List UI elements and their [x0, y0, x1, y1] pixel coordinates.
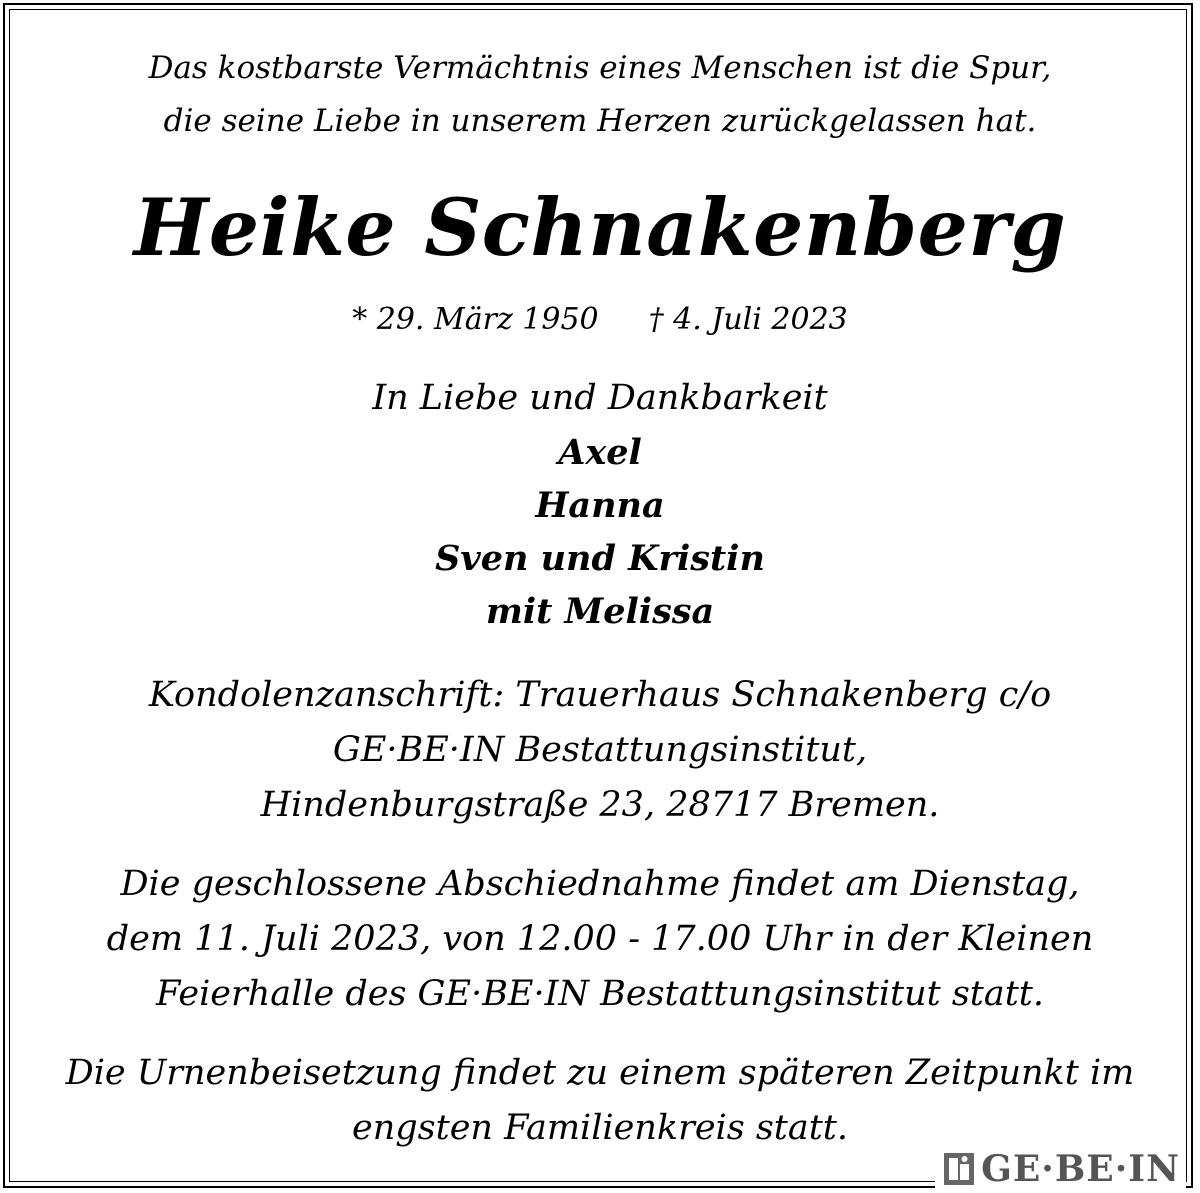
gebein-logo: [935, 1149, 1186, 1189]
mourner-name: Hanna: [535, 485, 665, 526]
condolence-address: [20, 668, 1180, 833]
burial-line-2: engsten Familienkreis statt.: [352, 1108, 848, 1148]
mourners-list: [20, 426, 1180, 638]
life-dates: [20, 298, 1180, 342]
condolence-line-1: Kondolenzanschrift: Trauerhaus Schnakenberg c/o: [148, 675, 1052, 715]
memorial-quote: [20, 42, 1180, 148]
mourner-name: Axel: [558, 432, 642, 473]
farewell-line-2: dem 11. Juli 2023, von 12.00 - 17.00 Uhr in der Kleinen: [106, 919, 1094, 959]
farewell-line-3: Feierhalle des GE·BE·IN Bestattungsinstitut statt.: [156, 974, 1044, 1014]
birth-date: * 29. März 1950: [352, 302, 599, 337]
burial-line-1: Die Urnenbeisetzung findet zu einem späteren Zeitpunkt im: [65, 1053, 1135, 1093]
farewell-line-1: Die geschlossene Abschiednahme findet am Dienstag,: [120, 864, 1080, 904]
gebein-logo-icon: [943, 1152, 975, 1186]
deceased-name: Heike Schnakenberg: [133, 181, 1067, 274]
mourner-name: mit Melissa: [485, 591, 715, 632]
quote-line-2: die seine Liebe in unserem Herzen zurückgelassen hat.: [163, 103, 1037, 139]
gebein-logo-text: GE·BE·IN: [981, 1148, 1180, 1190]
farewell-notice: [20, 857, 1180, 1022]
condolence-line-3: Hindenburgstraße 23, 28717 Bremen.: [260, 785, 940, 825]
condolence-line-2: GE·BE·IN Bestattungsinstitut,: [332, 730, 868, 770]
mourner-name: Sven und Kristin: [435, 538, 765, 579]
quote-line-1: Das kostbarste Vermächtnis eines Menschen ist die Spur,: [148, 50, 1052, 86]
mourners-intro: In Liebe und Dankbarkeit: [372, 378, 828, 418]
death-date: † 4. Juli 2023: [648, 302, 848, 337]
burial-notice: [20, 1046, 1180, 1156]
